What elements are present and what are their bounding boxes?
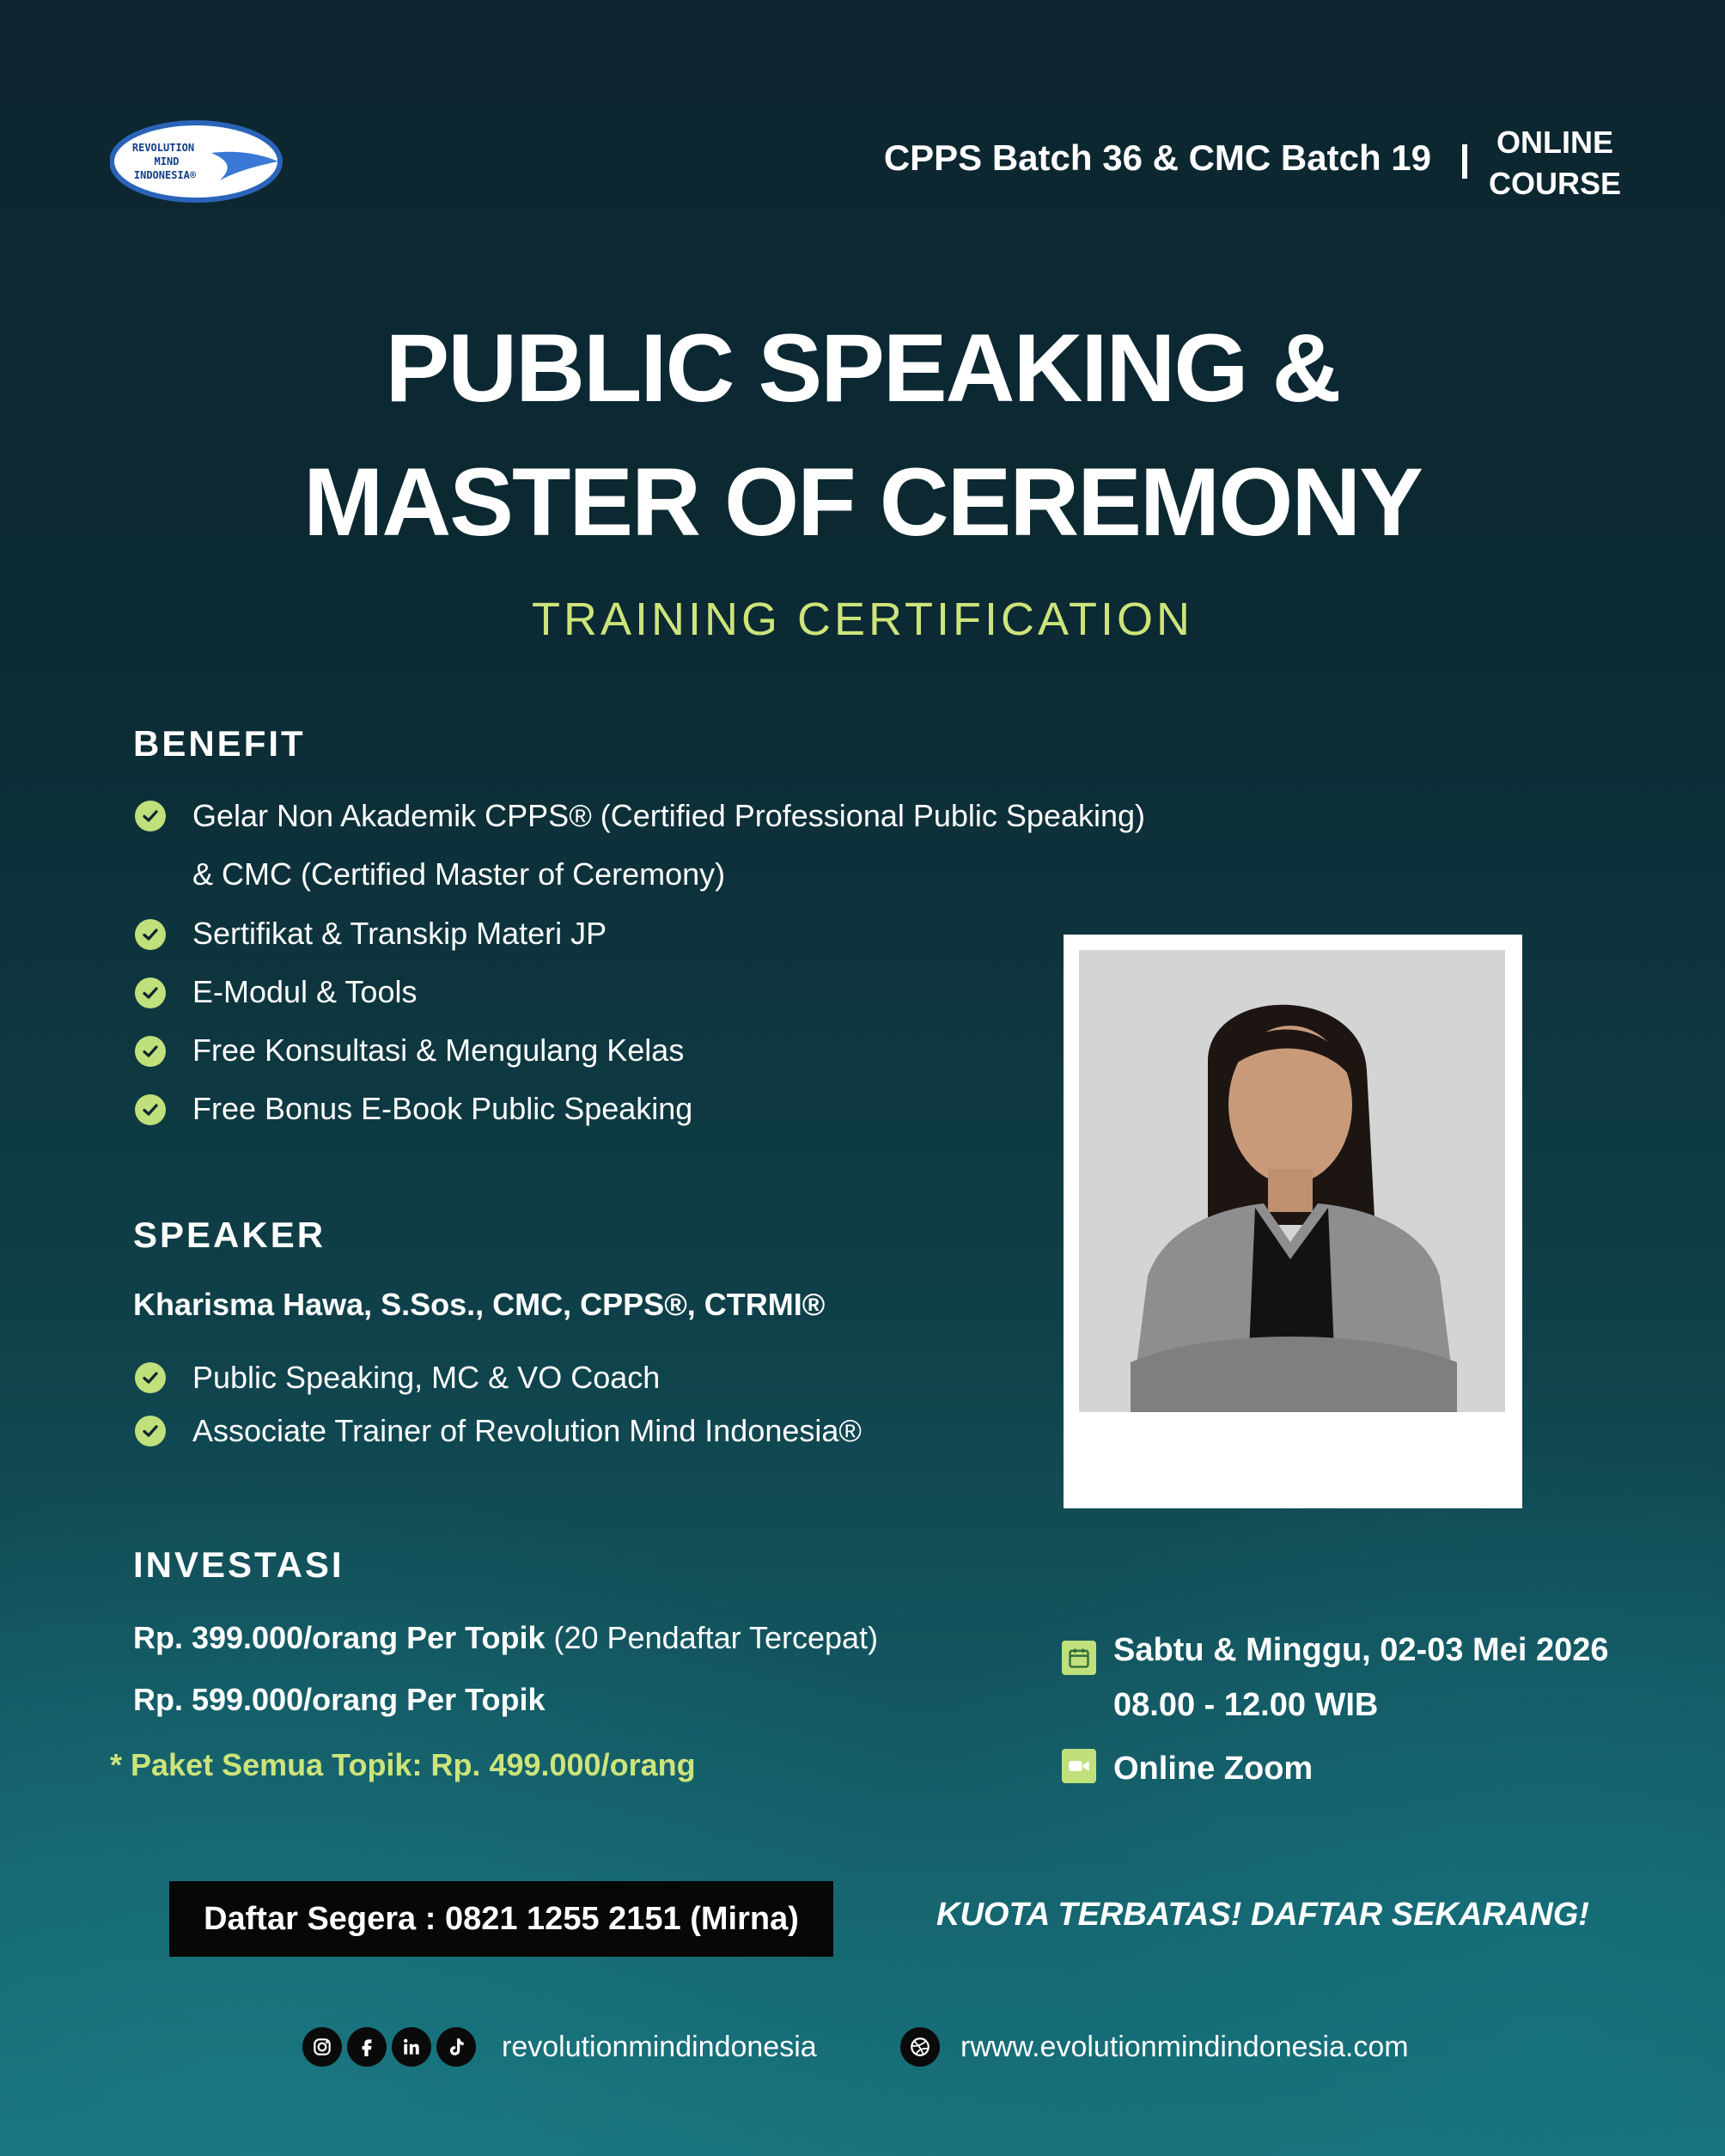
speaker-role-2: Associate Trainer of Revolution Mind Indonesia® (192, 1413, 862, 1448)
instagram-icon[interactable] (302, 2027, 342, 2067)
dribbble-icon[interactable] (900, 2027, 940, 2067)
header-divider (1462, 144, 1467, 179)
website-link[interactable]: rwww.evolutionmindindonesia.com (960, 2031, 1409, 2063)
register-button-label: Daftar Segera : 0821 1255 2151 (Mirna) (204, 1900, 799, 1937)
package-price: * Paket Semua Topik: Rp. 499.000/orang (110, 1747, 696, 1782)
page-title-line-2: MASTER OF CEREMONY (303, 448, 1422, 556)
event-date: Sabtu & Minggu, 02-03 Mei 2026 (1113, 1632, 1609, 1668)
event-platform: Online Zoom (1113, 1751, 1314, 1787)
check-icon (135, 1036, 166, 1067)
speaker-name: Kharisma Hawa, S.Sos., CMC, CPPS®, CTRMI® (133, 1287, 826, 1322)
facebook-icon[interactable] (347, 2027, 387, 2067)
benefit-item-1-line-1: Gelar Non Akademik CPPS® (Certified Professional Public Speaking) (192, 798, 1146, 833)
benefit-item-2: Sertifikat & Transkip Materi JP (192, 916, 607, 951)
tiktok-icon[interactable] (436, 2027, 476, 2067)
page-subtitle: TRAINING CERTIFICATION (531, 594, 1193, 645)
quota-notice: KUOTA TERBATAS! DAFTAR SEKARANG! (936, 1897, 1589, 1933)
logo-line-2: MIND (154, 155, 180, 167)
benefit-item-5: Free Bonus E-Book Public Speaking (192, 1091, 693, 1126)
benefit-heading: BENEFIT (133, 723, 306, 764)
speaker-heading: SPEAKER (133, 1215, 326, 1255)
price-regular (133, 1682, 546, 1718)
price-early (133, 1620, 878, 1656)
course-type-line-2: COURSE (1488, 166, 1622, 201)
course-type (1486, 122, 1624, 204)
speaker-role-1: Public Speaking, MC & VO Coach (192, 1360, 661, 1395)
page-title-line-1: PUBLIC SPEAKING & (385, 314, 1340, 422)
logo-line-1: REVOLUTION (131, 142, 195, 154)
logo-line-3: INDONESIA® (133, 169, 197, 181)
batch-label: CPPS Batch 36 & CMC Batch 19 (883, 137, 1431, 178)
logo (110, 120, 285, 203)
price-early-note: (20 Pendaftar Tercepat) (545, 1620, 879, 1655)
benefit-item-3: E-Modul & Tools (192, 974, 418, 1009)
social-handle[interactable]: revolutionmindindonesia (502, 2031, 817, 2063)
check-icon (135, 1094, 166, 1125)
check-icon (135, 1362, 166, 1393)
price-early-amount: Rp. 399.000/orang Per Topik (133, 1620, 546, 1655)
register-button[interactable] (169, 1881, 833, 1957)
course-type-line-1: ONLINE (1496, 125, 1613, 160)
check-icon (135, 801, 166, 831)
benefit-item-1-line-2: & CMC (Certified Master of Ceremony) (192, 856, 726, 892)
calendar-icon (1062, 1641, 1096, 1675)
event-time: 08.00 - 12.00 WIB (1113, 1687, 1379, 1723)
check-icon (135, 978, 166, 1008)
benefit-item-4: Free Konsultasi & Mengulang Kelas (192, 1032, 685, 1068)
speaker-photo (1079, 950, 1505, 1412)
video-camera-icon (1062, 1749, 1096, 1783)
price-regular-amount: Rp. 599.000/orang Per Topik (133, 1682, 546, 1717)
check-icon (135, 919, 166, 950)
check-icon (135, 1416, 166, 1446)
linkedin-icon[interactable] (392, 2027, 431, 2067)
investasi-heading: INVESTASI (133, 1544, 344, 1585)
